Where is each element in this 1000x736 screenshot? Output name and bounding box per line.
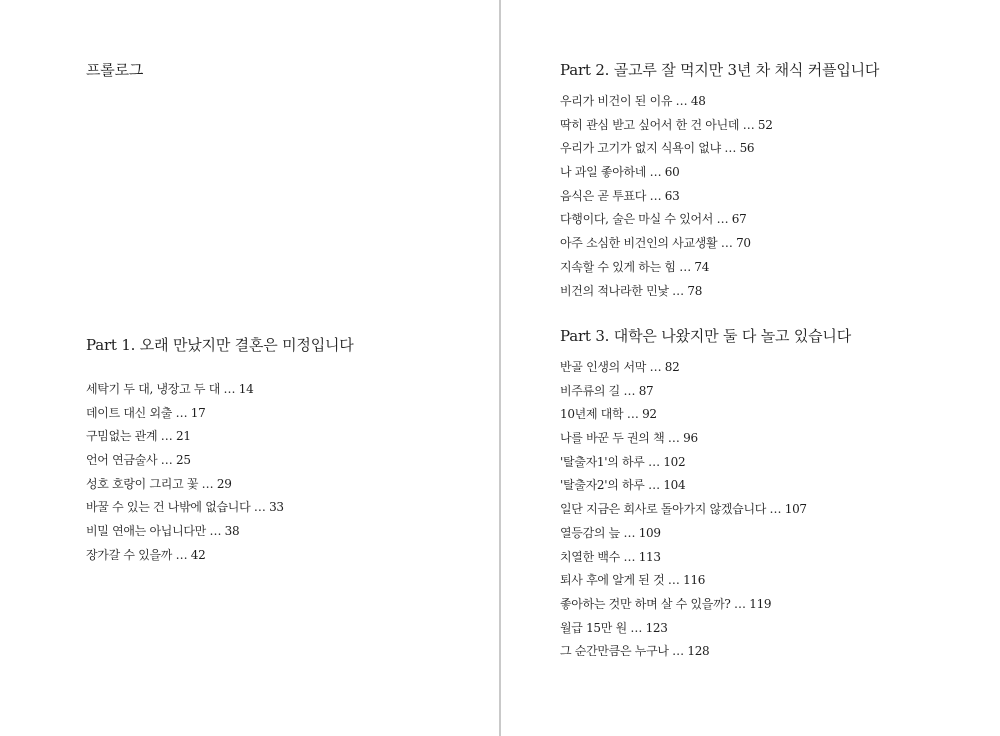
toc-entry[interactable]: 열등감의 늪 … 109 [560,525,661,540]
toc-entry[interactable]: 우리가 비건이 된 이유 … 48 [560,94,706,108]
toc-entry[interactable]: 퇴사 후에 알게 된 것 … 116 [560,573,706,588]
toc-entry[interactable]: 반골 인생의 서막 … 82 [560,360,680,374]
right-page [501,0,1000,736]
toc-entry[interactable]: 아주 소심한 비건인의 사교생활 … 70 [560,236,751,251]
toc-entry[interactable]: 구밈없는 관계 … 21 [86,429,191,444]
toc-entry[interactable]: '탈출자2'의 하루 … 104 [560,478,686,493]
toc-entry[interactable]: 일단 지금은 회사로 돌아가지 않겠습니다 … 107 [560,502,807,517]
toc-entry[interactable]: 언어 연금술사 … 25 [86,453,191,468]
toc-entry[interactable]: 10년제 대학 … 92 [560,407,657,422]
part1-heading[interactable]: Part 1. 오래 만났지만 결혼은 미정입니다 [86,336,354,354]
toc-entry[interactable]: 나를 바꾼 두 권의 책 … 96 [560,431,698,446]
toc-entry[interactable]: 비건의 적나라한 민낯 … 78 [560,283,703,298]
toc-entry[interactable]: 장가갈 수 있을까 … 42 [86,547,206,562]
toc-entry[interactable]: 치열한 백수 … 113 [560,549,661,564]
toc-entry[interactable]: 비주류의 길 … 87 [560,383,654,398]
toc-entry[interactable]: 딱히 관심 받고 싶어서 한 건 아닌데 … 52 [560,117,773,132]
toc-entry[interactable]: 우리가 고기가 없지 식욕이 없냐 … 56 [560,141,755,156]
toc-entry[interactable]: 지속할 수 있게 하는 힘 … 74 [560,259,710,274]
left-page [0,0,499,736]
toc-entry[interactable]: 데이트 대신 외출 … 17 [86,405,206,420]
part3-heading[interactable]: Part 3. 대학은 나왔지만 둘 다 놀고 있습니다 [560,327,851,345]
toc-entry[interactable]: 바꿀 수 있는 건 나밖에 없습니다 … 33 [86,500,284,515]
toc-entry[interactable]: 그 순간만큼은 누구나 … 128 [560,644,710,659]
prologue-heading[interactable]: 프롤로그 [86,61,144,79]
part1-toc-list [86,382,284,572]
toc-entry[interactable]: 좋아하는 것만 하며 살 수 있을까? … 119 [560,596,772,611]
part3-toc-list [560,360,807,668]
toc-entry[interactable]: '탈출자1'의 하루 … 102 [560,454,686,469]
toc-entry[interactable]: 다행이다, 술은 마실 수 있어서 … 67 [560,212,747,227]
toc-entry[interactable]: 나 과일 좋아하네 … 60 [560,165,680,180]
part2-toc-list [560,94,773,307]
toc-entry[interactable]: 월급 15만 원 … 123 [560,620,668,635]
toc-entry[interactable]: 음식은 곧 투표다 … 63 [560,188,680,203]
toc-entry[interactable]: 세탁기 두 대, 냉장고 두 대 … 14 [86,382,254,396]
toc-entry[interactable]: 성호 호랑이 그리고 꽃 … 29 [86,476,232,491]
toc-entry[interactable]: 비밀 연애는 아닙니다만 … 38 [86,524,240,539]
part2-heading[interactable]: Part 2. 골고루 잘 먹지만 3년 차 채식 커플입니다 [560,61,880,79]
